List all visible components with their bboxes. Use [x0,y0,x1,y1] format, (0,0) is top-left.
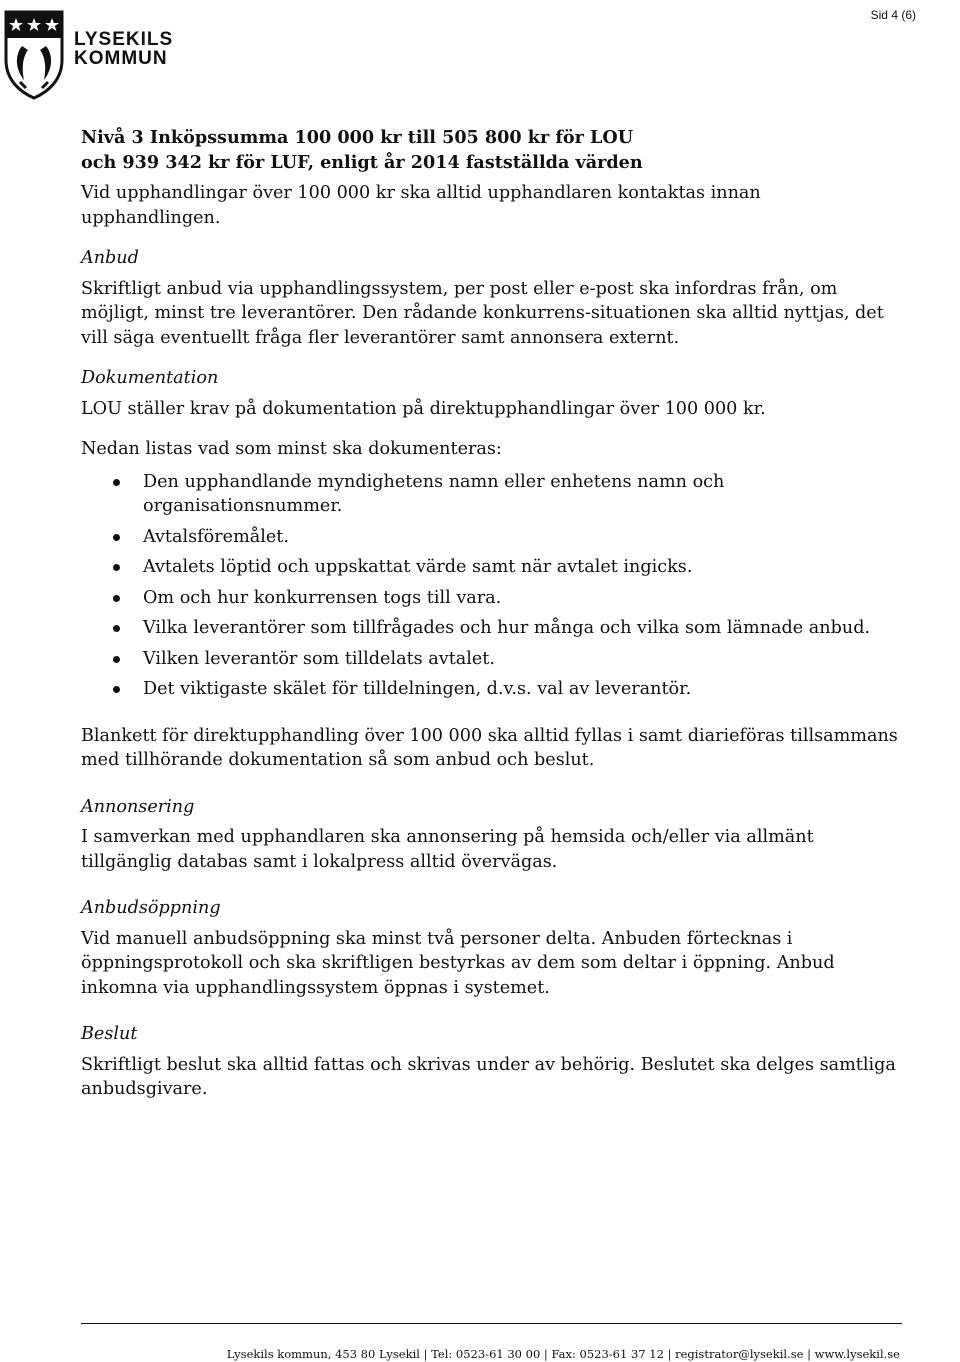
list-item [81,555,901,580]
intro-paragraph: Vid upphandlingar över 100 000 kr ska alltid upphandlaren kontaktas innan upphandlingen. [81,183,761,228]
list-item-text: Om och hur konkurrensen togs till vara. [143,587,502,608]
list-item [81,677,901,702]
annonsering-heading: Annonsering [81,796,195,817]
municipality-logo [2,8,173,102]
footer-contact: Lysekils kommun, 453 80 Lysekil | Tel: 0523-61 30 00 | Fax: 0523-61 37 12 | registrator@lysekil.se | www.lysekil.se [226,1347,900,1361]
anbud-heading: Anbud [81,248,139,268]
anbud-paragraph: Skriftligt anbud via upphandlingssystem, per post eller e-post ska infordras från, om möjligt, minst tre leverantörer. Den rådande konkurrens-situationen ska alltid nyttjas, det vill säga eventuellt fråga fler leverantörer samt annonsera externt. [81,278,884,348]
list-item-text: Avtalets löptid och uppskattat värde samt när avtalet ingicks. [143,557,693,577]
document-body [81,126,901,1102]
list-item [81,525,901,550]
beslut-heading: Beslut [81,1024,138,1044]
logo-text-line2: KOMMUN [74,48,168,69]
bullet-icon [113,625,120,632]
section-title-line2: och 939 342 kr för LUF, enligt år 2014 fastställda värden [81,151,643,173]
bullet-icon [113,479,120,486]
logo-text-line1: LYSEKILS [74,29,174,50]
list-item [81,470,901,519]
annonsering-paragraph: I samverkan med upphandlaren ska annonsering på hemsida och/eller via allmänt tillgänglig databas samt i lokalpress alltid övervägas. [81,827,814,872]
list-item [81,586,901,611]
list-item-text: Vilken leverantör som tilldelats avtalet. [143,648,495,669]
blankett-paragraph: Blankett för direktupphandling över 100 000 ska alltid fyllas i samt diarieföras tillsammans med tillhörande dokumentation så som anbud och beslut. [81,725,898,770]
bullet-icon [113,564,120,571]
anbudsoppning-heading: Anbudsöppning [81,898,221,918]
list-item-text: Det viktigaste skälet för tilldelningen, d.v.s. val av leverantör. [143,679,692,699]
bullet-icon [113,656,120,663]
list-intro: Nedan listas vad som minst ska dokumenteras: [81,439,502,459]
anbudsoppning-paragraph: Vid manuell anbudsöppning ska minst två personer delta. Anbuden förtecknas i öppningsprotokoll och ska skriftligen bestyrkas av dem som deltar i öppning. Anbud inkomna via upphandlingssystem öppnas i systemet. [81,928,835,998]
list-item-text: Vilka leverantörer som tillfrågades och hur många och vilka som lämnade anbud. [143,618,871,638]
documentation-list [81,470,901,702]
bullet-icon [113,534,120,541]
dokumentation-paragraph: LOU ställer krav på dokumentation på direktupphandlingar över 100 000 kr. [81,398,766,419]
page-number: Sid 4 (6) [870,8,916,22]
section-title-line1: Nivå 3 Inköpssumma 100 000 kr till 505 800 kr för LOU [81,127,634,148]
list-item [81,647,901,672]
list-item-text: Avtalsföremålet. [143,526,289,547]
coat-of-arms-icon [2,8,66,102]
bullet-icon [113,686,120,693]
list-item-text: Den upphandlande myndighetens namn eller enhetens namn och organisationsnummer. [143,471,725,516]
list-item [81,616,901,641]
dokumentation-heading: Dokumentation [81,368,219,388]
footer-divider [81,1323,902,1324]
beslut-paragraph: Skriftligt beslut ska alltid fattas och skrivas under av behörig. Beslutet ska delges samtliga anbudsgivare. [81,1054,896,1099]
bullet-icon [113,595,120,602]
